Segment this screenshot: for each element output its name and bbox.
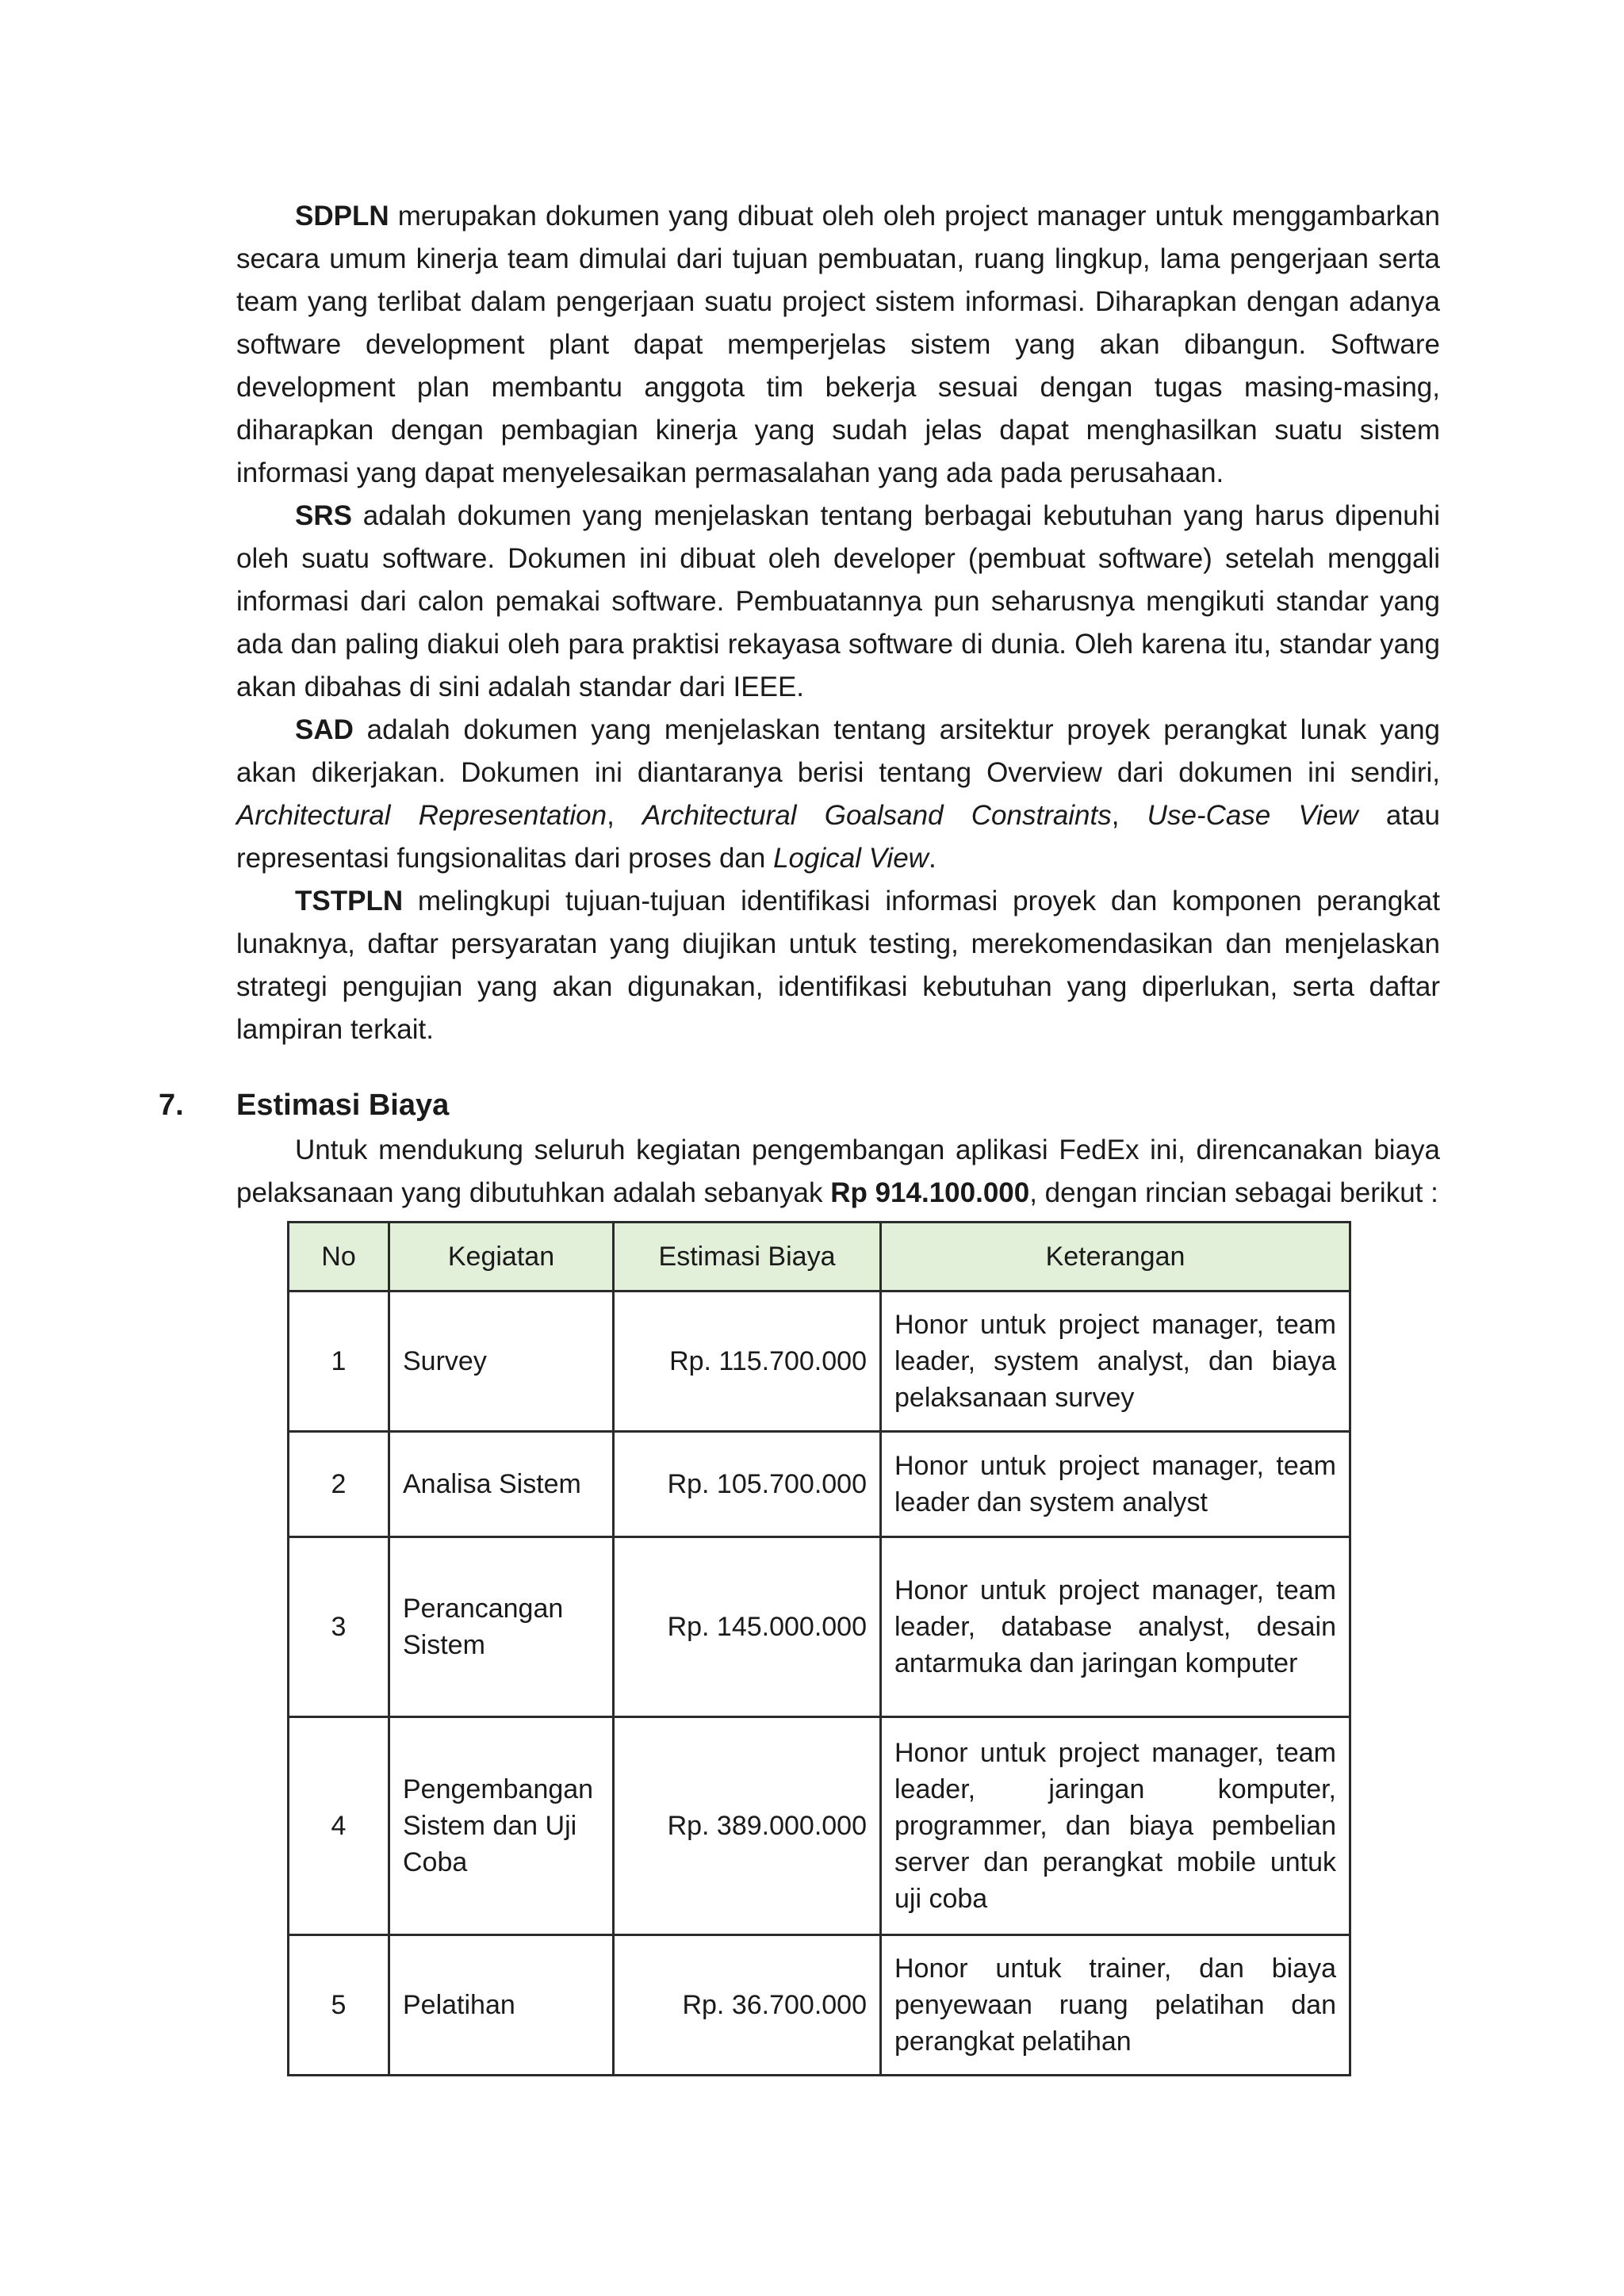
cell-no: 1: [289, 1292, 389, 1432]
cell-no: 2: [289, 1432, 389, 1537]
paragraph-sad: SAD adalah dokumen yang menjelaskan tentang arsitektur proyek perangkat lunak yang akan dikerjakan. Dokumen ini diantaranya berisi tentang Overview dari dokumen ini sendiri, Architectural Representation, Architectural Goalsand Constraints, Use-Case View atau representasi fungsionalitas dari proses dan Logical View.: [236, 714, 1441, 874]
paragraph-srs: SRS adalah dokumen yang menjelaskan tentang berbagai kebutuhan yang harus dipenuhi oleh suatu software. Dokumen ini dibuat oleh developer (pembuat software) setelah menggali informasi dari calon pemakai software. Pembuatannya pun seharusnya mengikuti standar yang ada dan paling diakui oleh para praktisi rekayasa software di dunia. Oleh karena itu, standar yang akan dibahas di sini adalah standar dari IEEE.: [236, 500, 1440, 702]
cell-kegiatan: Pengembangan Sistem dan Uji Coba: [389, 1717, 614, 1935]
term-tstpln: TSTPLN: [295, 886, 404, 916]
cell-kegiatan: Pelatihan: [389, 1935, 614, 2076]
cell-keterangan: Honor untuk trainer, dan biaya penyewaan ruang pelatihan dan perangkat pelatihan: [881, 1935, 1350, 2076]
cell-no: 4: [289, 1717, 389, 1935]
header-estimasi-biaya: Estimasi Biaya: [614, 1223, 881, 1292]
cell-biaya: Rp. 389.000.000: [614, 1717, 881, 1935]
cell-keterangan: Honor untuk project manager, team leader, jaringan komputer, programmer, dan biaya pembelian server dan perangkat mobile untuk uji coba: [881, 1717, 1350, 1935]
section-heading: [159, 1081, 1443, 1129]
cell-kegiatan: Perancangan Sistem: [389, 1537, 614, 1717]
section-number: 7.: [159, 1089, 184, 1122]
paragraph-tstpln: TSTPLN melingkupi tujuan-tujuan identifikasi informasi proyek dan komponen perangkat lunaknya, daftar persyaratan yang diujikan untuk testing, merekomendasikan dan menjelaskan strategi pengujian yang akan digunakan, identifikasi kebutuhan yang diperlukan, serta daftar lampiran terkait.: [236, 886, 1440, 1045]
term-sdpln: SDPLN: [295, 201, 389, 232]
table-row: [289, 1292, 1350, 1432]
section-intro: Untuk mendukung seluruh kegiatan pengembangan aplikasi FedEx ini, direncanakan biaya pelaksanaan yang dibutuhkan adalah sebanyak Rp 914.100.000, dengan rincian sebagai berikut :: [236, 1135, 1440, 1208]
cost-estimate-table: [287, 1221, 1351, 2076]
cell-biaya: Rp. 115.700.000: [614, 1292, 881, 1432]
paragraph-sdpln: SDPLN merupakan dokumen yang dibuat oleh oleh project manager untuk menggambarkan secara umum kinerja team dimulai dari tujuan pembuatan, ruang lingkup, lama pengerjaan serta team yang terlibat dalam pengerjaan suatu project sistem informasi. Diharapkan dengan adanya software development plant dapat memperjelas sistem yang akan dibangun. Software development plan membantu anggota tim bekerja sesuai dengan tugas masing-masing, diharapkan dengan pembagian kinerja yang sudah jelas dapat menghasilkan suatu sistem informasi yang dapat menyelesaikan permasalahan yang ada pada perusahaan.: [236, 201, 1440, 488]
total-cost: Rp 914.100.000: [830, 1177, 1030, 1208]
cell-keterangan: Honor untuk project manager, team leader, database analyst, desain antarmuka dan jaringan komputer: [881, 1537, 1350, 1717]
term-srs: SRS: [295, 500, 352, 531]
table-row: [289, 1432, 1350, 1537]
body-text: [236, 195, 1440, 1051]
header-no: No: [289, 1223, 389, 1292]
header-keterangan: Keterangan: [881, 1223, 1350, 1292]
cell-no: 5: [289, 1935, 389, 2076]
table-row: [289, 1537, 1350, 1717]
table-row: [289, 1935, 1350, 2076]
cell-no: 3: [289, 1537, 389, 1717]
header-kegiatan: Kegiatan: [389, 1223, 614, 1292]
cell-biaya: Rp. 36.700.000: [614, 1935, 881, 2076]
section-title: Estimasi Biaya: [236, 1089, 450, 1122]
term-sad: SAD: [295, 714, 354, 745]
cell-biaya: Rp. 105.700.000: [614, 1432, 881, 1537]
table-header-row: [289, 1223, 1350, 1292]
cell-keterangan: Honor untuk project manager, team leader, system analyst, dan biaya pelaksanaan survey: [881, 1292, 1350, 1432]
cell-kegiatan: Analisa Sistem: [389, 1432, 614, 1537]
cell-keterangan: Honor untuk project manager, team leader dan system analyst: [881, 1432, 1350, 1537]
table-row: [289, 1717, 1350, 1935]
cell-biaya: Rp. 145.000.000: [614, 1537, 881, 1717]
cell-kegiatan: Survey: [389, 1292, 614, 1432]
